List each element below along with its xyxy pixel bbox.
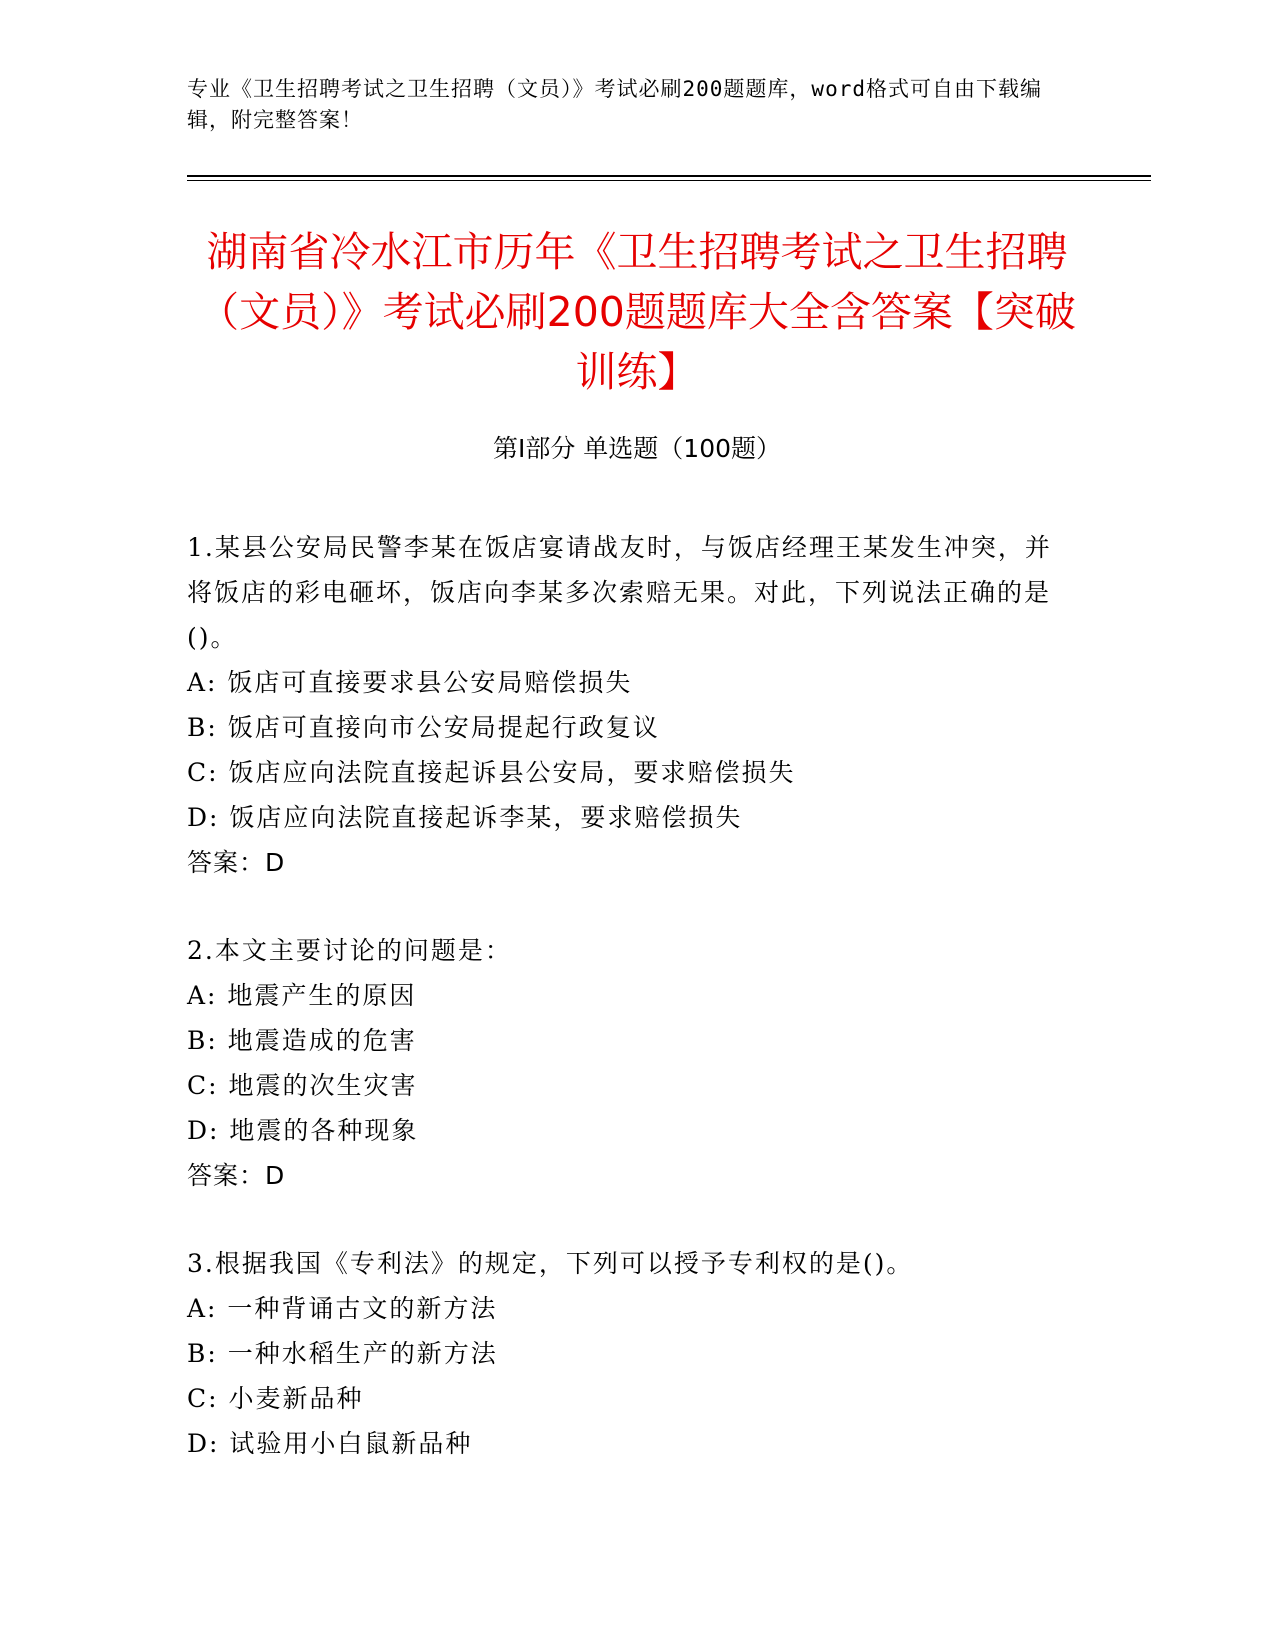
option-c: C: 小麦新品种 <box>187 1384 364 1413</box>
option-a: A: 一种背诵古文的新方法 <box>187 1294 498 1323</box>
section-title: 第I部分 单选题（100题） <box>492 434 782 463</box>
option-a: A: 地震产生的原因 <box>187 981 417 1010</box>
option-a: A: 饭店可直接要求县公安局赔偿损失 <box>187 668 633 697</box>
question-list <box>187 525 1067 1509</box>
option-b: B: 一种水稻生产的新方法 <box>187 1339 498 1368</box>
option-c: C: 地震的次生灾害 <box>187 1071 418 1100</box>
option-b: B: 地震造成的危害 <box>187 1026 417 1055</box>
question-stem: 1.某县公安局民警李某在饭店宴请战友时，与饭店经理王某发生冲突，并将饭店的彩电砸坏，饭店向李某多次索赔无果。对此，下列说法正确的是()。 <box>187 533 1052 652</box>
option-b: B: 饭店可直接向市公安局提起行政复议 <box>187 713 660 742</box>
question-2 <box>187 928 1067 1198</box>
question-3 <box>187 1241 1067 1466</box>
answer: 答案：D <box>187 1161 286 1190</box>
option-d: D: 试验用小白鼠新品种 <box>187 1429 473 1458</box>
option-c: C: 饭店应向法院直接起诉县公安局，要求赔偿损失 <box>187 758 796 787</box>
option-d: D: 饭店应向法院直接起诉李某，要求赔偿损失 <box>187 803 743 832</box>
option-d: D: 地震的各种现象 <box>187 1116 419 1145</box>
document-title: 湖南省冷水江市历年《卫生招聘考试之卫生招聘（文员）》考试必刷200题题库大全含答案【突破训练】 <box>198 228 1076 396</box>
header-note: 专业《卫生招聘考试之卫生招聘（文员）》考试必刷200题题库，word格式可自由下载编辑，附完整答案！ <box>187 77 1042 132</box>
question-1 <box>187 525 1067 885</box>
answer: 答案：D <box>187 848 286 877</box>
question-stem: 3.根据我国《专利法》的规定，下列可以授予专利权的是()。 <box>187 1249 914 1278</box>
question-stem: 2.本文主要讨论的问题是： <box>187 936 512 965</box>
header-rule-thin <box>187 180 1151 181</box>
header-rule-thick <box>187 175 1151 177</box>
